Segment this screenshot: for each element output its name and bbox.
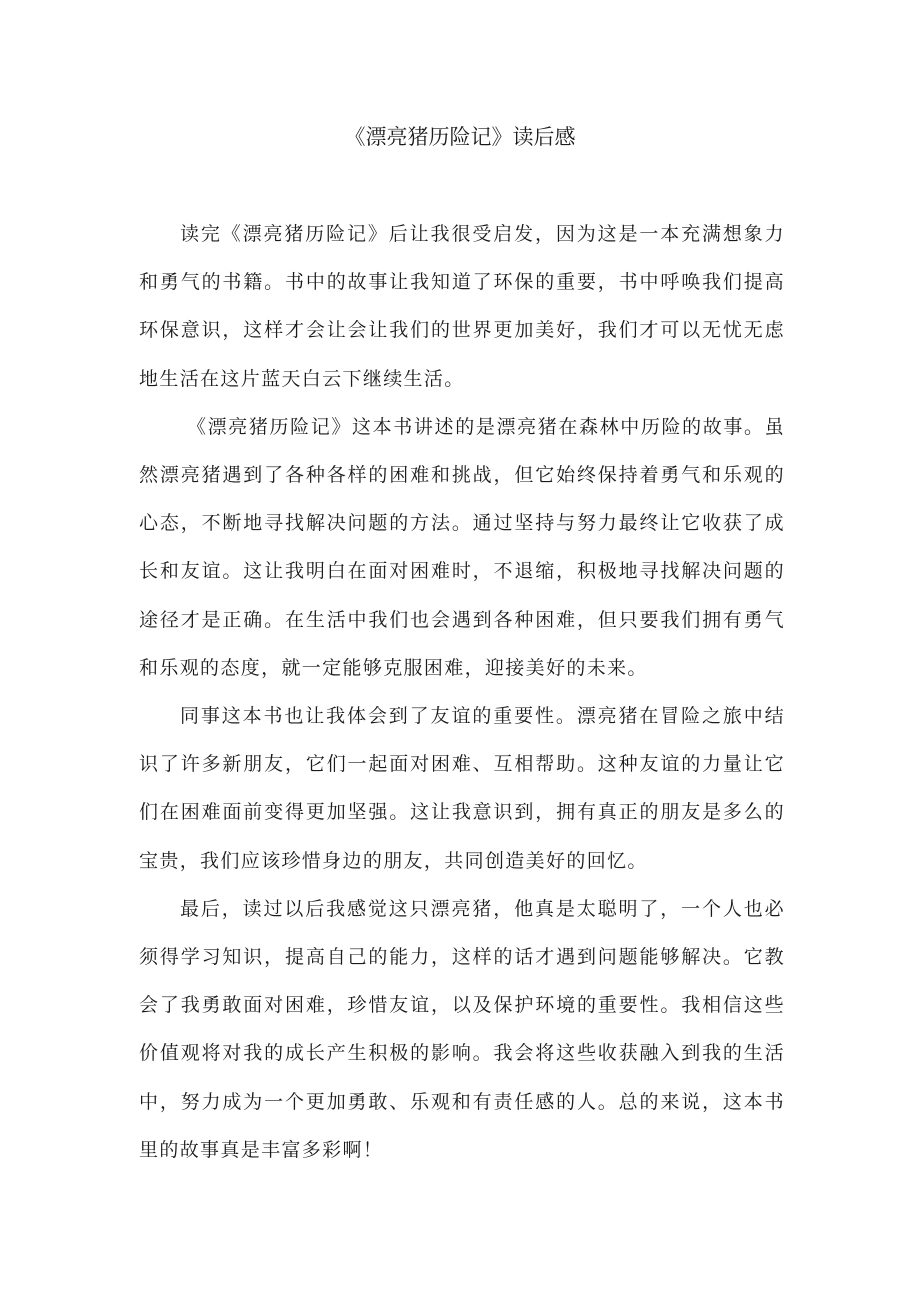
paragraph-2: 《漂亮猪历险记》这本书讲述的是漂亮猪在森林中历险的故事。虽然漂亮猪遇到了各种各样的困难和挑战，但它始终保持着勇气和乐观的心态，不断地寻找解决问题的方法。通过坚持与努力最终让它收获了成长和友谊。这让我明白在面对困难时，不退缩，积极地寻找解决问题的途径才是正确。在生活中我们也会遇到各种困难，但只要我们拥有勇气和乐观的态度，就一定能够克服困难，迎接美好的未来。 — [139, 415, 785, 679]
paragraph-1: 读完《漂亮猪历险记》后让我很受启发，因为这是一本充满想象力和勇气的书籍。书中的故事让我知道了环保的重要，书中呼唤我们提高环保意识，这样才会让会让我们的世界更加美好，我们才可以无忧无虑地生活在这片蓝天白云下继续生活。 — [139, 223, 785, 390]
paragraph-4: 最后，读过以后我感觉这只漂亮猪，他真是太聪明了，一个人也必须得学习知识，提高自己的能力，这样的话才遇到问题能够解决。它教会了我勇敢面对困难，珍惜友谊，以及保护环境的重要性。我相信这些价值观将对我的成长产生积极的影响。我会将这些收获融入到我的生活中，努力成为一个更加勇敢、乐观和有责任感的人。总的来说，这本书里的故事真是丰富多彩啊！ — [139, 897, 785, 1161]
page-title: 《漂亮猪历险记》读后感 — [344, 125, 576, 149]
document-body — [139, 210, 785, 1174]
paragraph-3: 同事这本书也让我体会到了友谊的重要性。漂亮猪在冒险之旅中结识了许多新朋友，它们一起面对困难、互相帮助。这种友谊的力量让它们在困难面前变得更加坚强。这让我意识到，拥有真正的朋友是多么的宝贵，我们应该珍惜身边的朋友，共同创造美好的回忆。 — [139, 705, 785, 872]
